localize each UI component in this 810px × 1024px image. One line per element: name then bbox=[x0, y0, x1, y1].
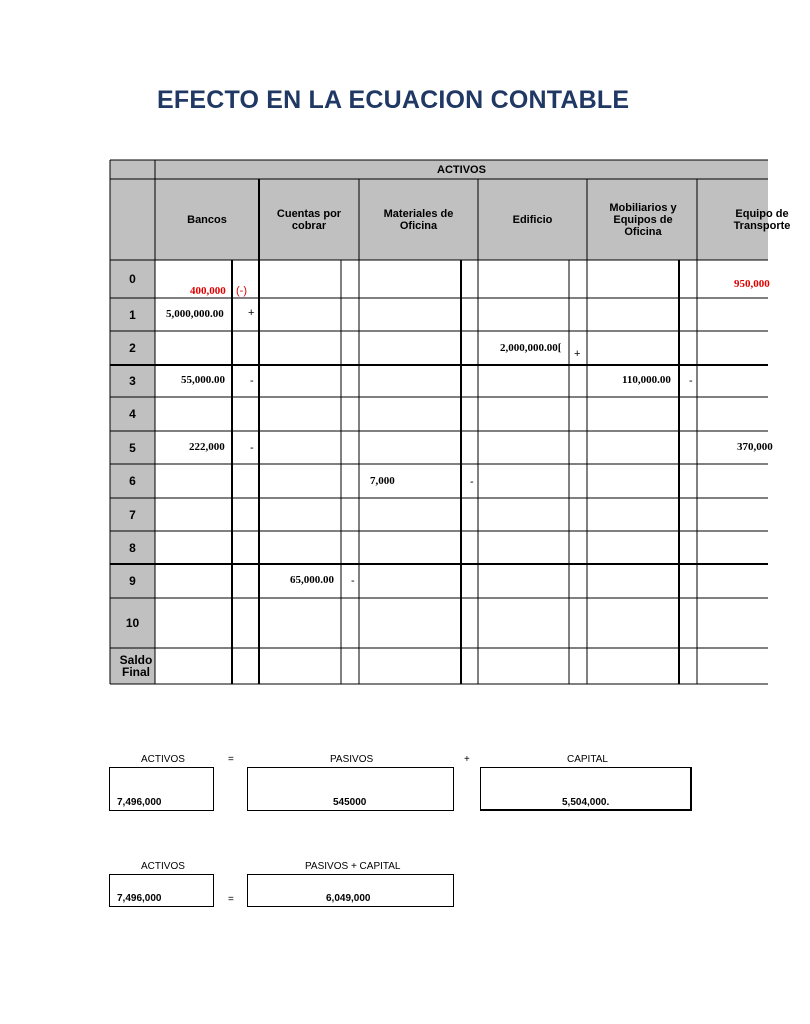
eq1-capital-label: CAPITAL bbox=[567, 754, 608, 765]
eq1-activos-value: 7,496,000 bbox=[117, 797, 162, 808]
eq2-pasivos-capital-label: PASIVOS + CAPITAL bbox=[305, 861, 401, 872]
row-label-4: 4 bbox=[129, 407, 136, 421]
page-title: EFECTO EN LA ECUACION CONTABLE bbox=[157, 86, 630, 114]
cell-r3-bancos: 55,000.00 bbox=[181, 374, 225, 386]
cell-r1-bancos-sign: + bbox=[248, 307, 255, 319]
eq2-activos-label: ACTIVOS bbox=[141, 861, 185, 872]
row-label-7: 7 bbox=[129, 507, 136, 522]
cell-r6-materiales: 7,000 bbox=[370, 475, 395, 487]
cell-r2-edificio-sign: + bbox=[574, 348, 581, 360]
eq1-pasivos-label: PASIVOS bbox=[330, 754, 374, 765]
cell-r0-equipo: 950,000 bbox=[734, 278, 770, 290]
row-label-8: 8 bbox=[129, 540, 136, 555]
cell-r9-cuentas-sign: - bbox=[351, 575, 355, 587]
header-activos: ACTIVOS bbox=[437, 163, 486, 176]
eq2-pasivos-capital-value: 6,049,000 bbox=[326, 893, 371, 904]
column-header-cuentas-por-cobrar: Cuentas por cobrar bbox=[276, 207, 342, 232]
row-label-10: 10 bbox=[125, 616, 140, 630]
row-label-5: 5 bbox=[129, 440, 136, 455]
cell-r5-bancos-sign: - bbox=[250, 442, 254, 454]
row-label-6: 6 bbox=[129, 474, 136, 488]
eq1-plus: + bbox=[464, 754, 470, 765]
cell-r6-materiales-sign: - bbox=[470, 476, 474, 488]
eq1-capital-value: 5,504,000. bbox=[562, 797, 610, 808]
row-label-3: 3 bbox=[129, 374, 136, 388]
eq1-pasivos-value: 545000 bbox=[333, 797, 367, 808]
cell-r0-bancos-sign: (-) bbox=[236, 285, 247, 297]
row-label-1: 1 bbox=[129, 307, 136, 322]
cell-r2-edificio: 2,000,000.00[ bbox=[500, 342, 562, 354]
cell-r3-bancos-sign: - bbox=[250, 375, 254, 387]
cell-r1-bancos: 5,000,000.00 bbox=[166, 308, 224, 320]
column-header-edificio: Edificio bbox=[512, 213, 553, 226]
cell-r3-mobiliario-sign: - bbox=[689, 375, 693, 387]
cell-r5-equipo: 370,000 bbox=[737, 441, 773, 453]
cell-r5-bancos: 222,000 bbox=[189, 441, 225, 453]
eq2-activos-value: 7,496,000 bbox=[117, 893, 162, 904]
column-header-equipo-transporte: Equipo de Transporte bbox=[733, 207, 791, 232]
row-label-9: 9 bbox=[129, 574, 136, 588]
column-header-mobiliarios: Mobiliarios y Equipos de Oficina bbox=[609, 201, 677, 238]
row-label-saldo-final: Saldo Final bbox=[119, 653, 153, 679]
column-header-bancos: Bancos bbox=[187, 213, 227, 226]
cell-r9-cuentas: 65,000.00 bbox=[290, 574, 334, 586]
column-header-materiales: Materiales de Oficina bbox=[383, 207, 454, 232]
row-label-0: 0 bbox=[129, 272, 136, 286]
eq1-activos-label: ACTIVOS bbox=[141, 754, 185, 765]
eq1-equals: = bbox=[228, 754, 234, 765]
eq2-equals: = bbox=[228, 894, 234, 905]
row-label-2: 2 bbox=[129, 341, 136, 355]
cell-r0-bancos: 400,000 bbox=[190, 285, 226, 297]
cell-r3-mobiliario: 110,000.00 bbox=[622, 374, 671, 386]
